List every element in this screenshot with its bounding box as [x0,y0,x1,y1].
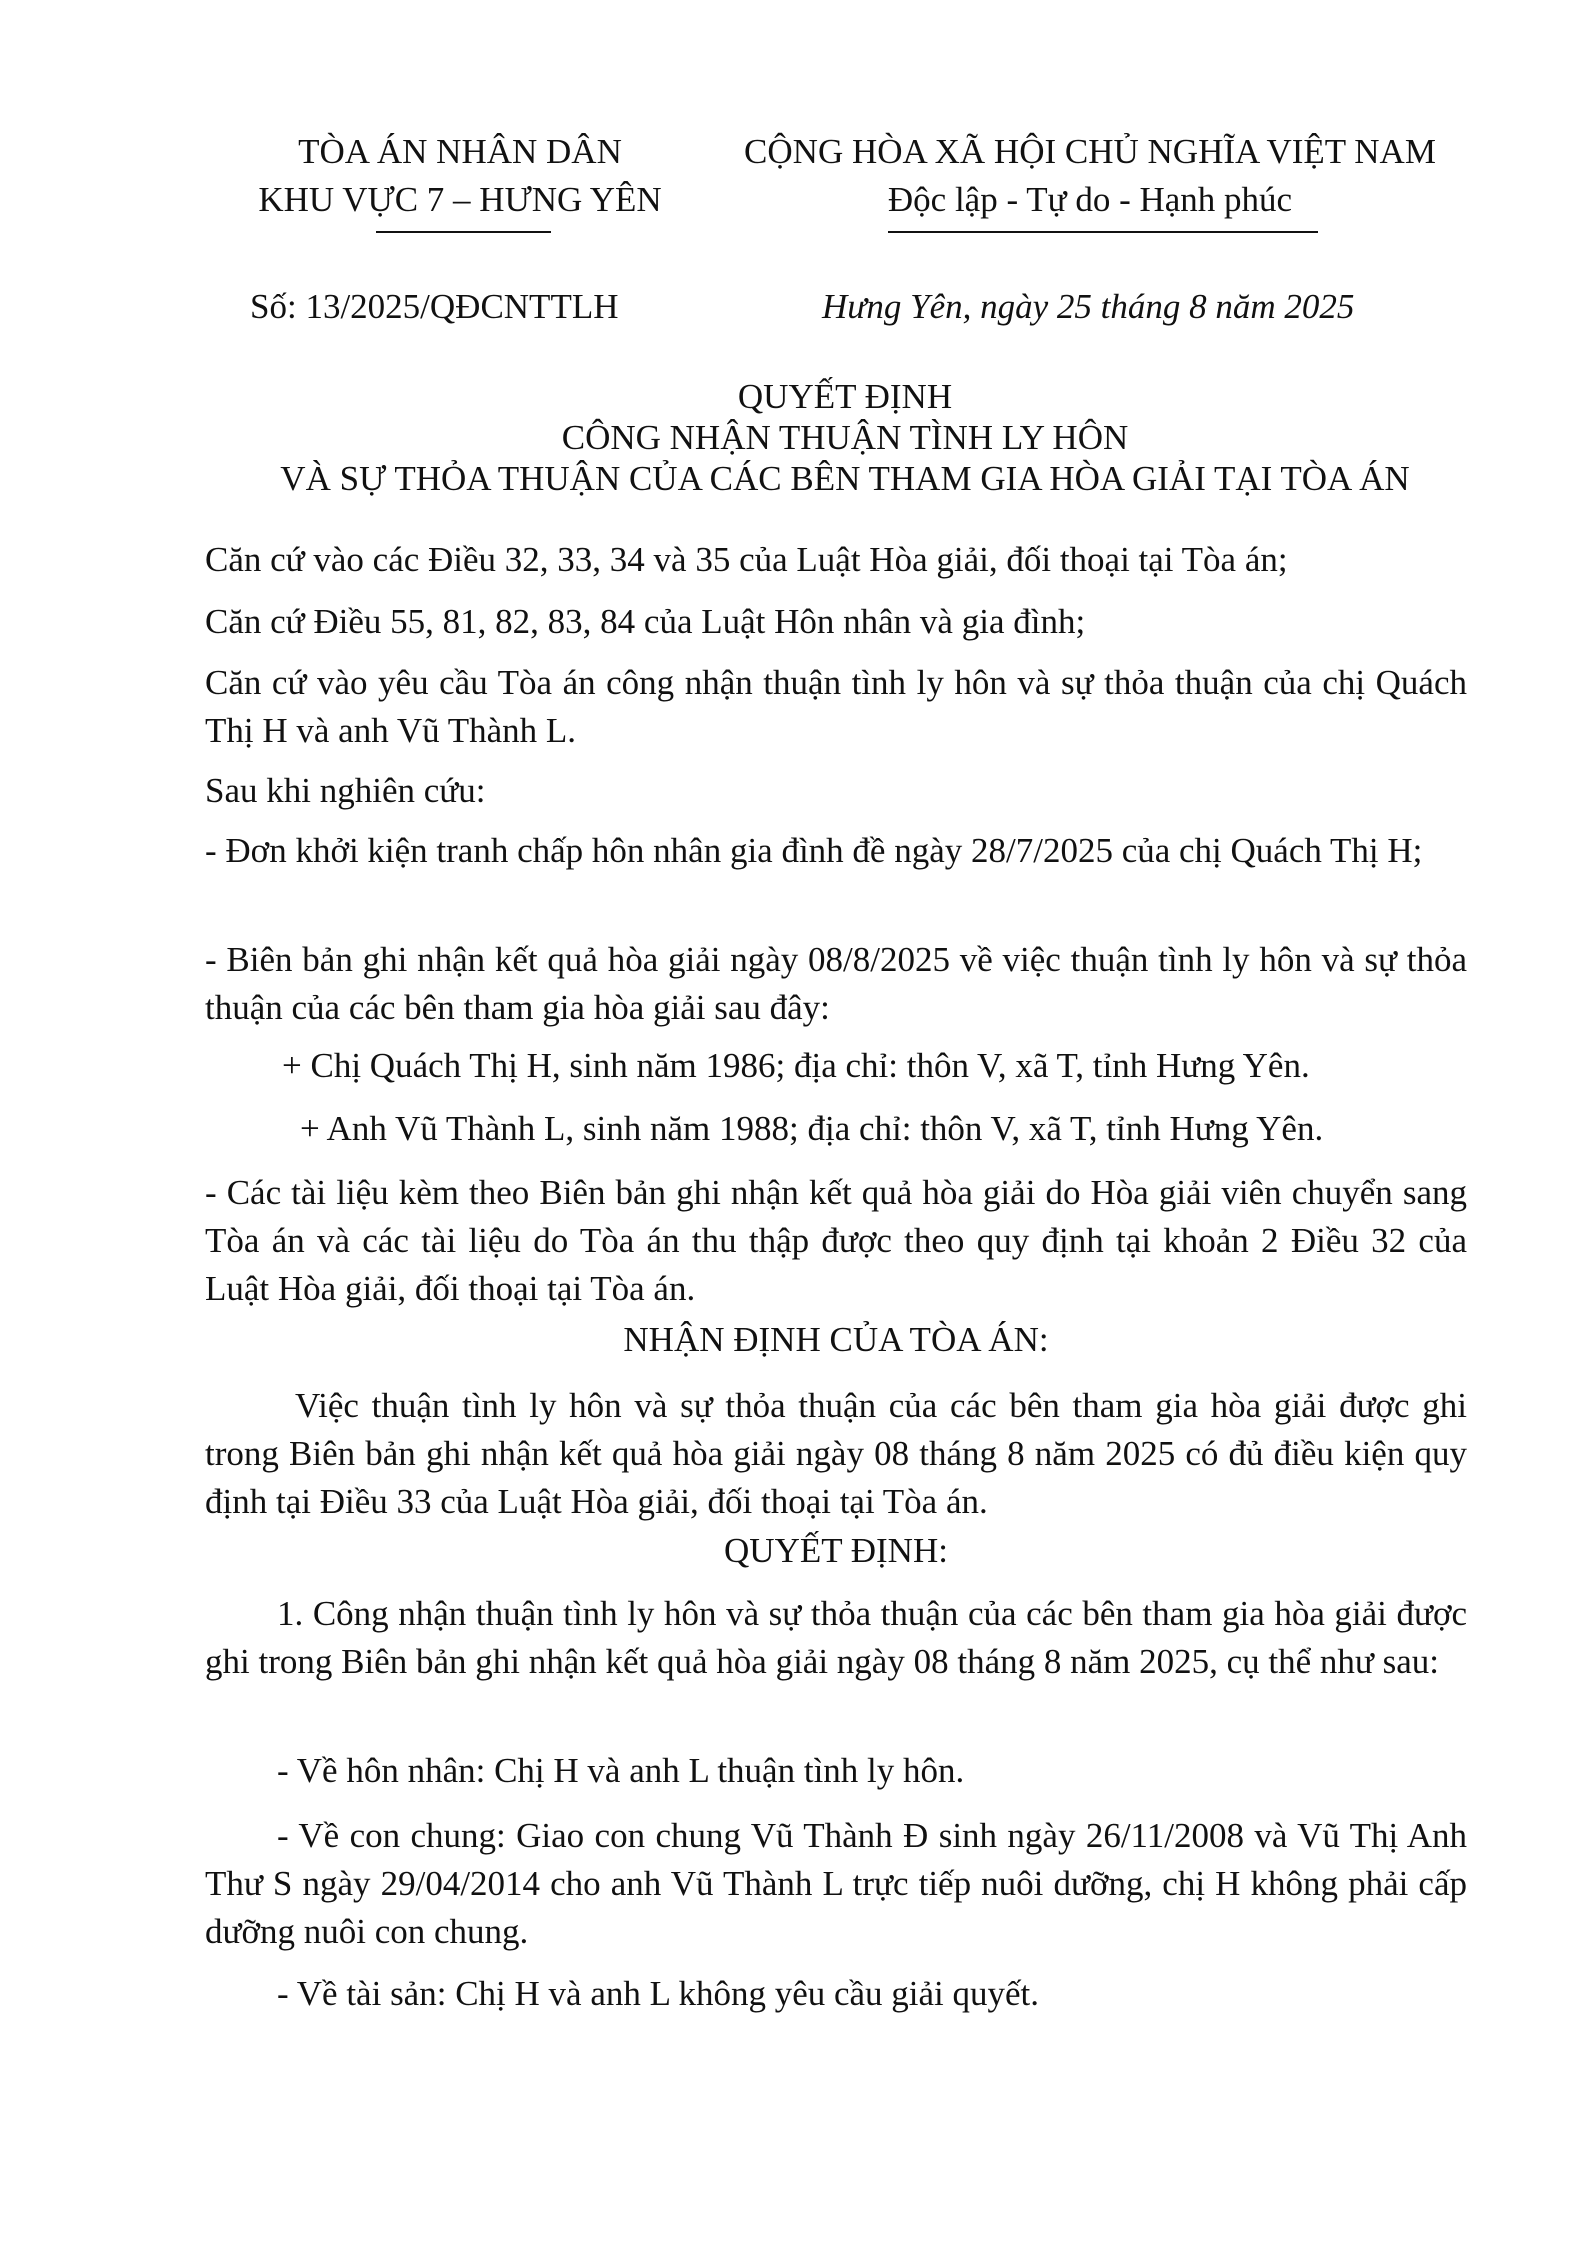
legal-basis-1: Căn cứ vào các Điều 32, 33, 34 và 35 của Luật Hòa giải, đối thoại tại Tòa án; [205,540,1288,579]
party-1: + Chị Quách Thị H, sinh năm 1986; địa chỉ: thôn V, xã T, tỉnh Hưng Yên. [282,1046,1310,1085]
document-item-3: - Các tài liệu kèm theo Biên bản ghi nhận kết quả hòa giải do Hòa giải viên chuyển sang Tòa án và các tài liệu do Tòa án thu thập được theo quy định tại khoản 2 Điều 32 của Luật Hòa giải, đối thoại tại Tòa án. [205,1173,1467,1308]
decision-subtitle-line2: VÀ SỰ THỎA THUẬN CỦA CÁC BÊN THAM GIA HÒA GIẢI TẠI TÒA ÁN [280,459,1410,498]
document-item-2: - Biên bản ghi nhận kết quả hòa giải ngày 08/8/2025 về việc thuận tình ly hôn và sự thỏa thuận của các bên tham gia hòa giải sau đây: [205,940,1467,1027]
decision-heading: QUYẾT ĐỊNH: [724,1531,948,1570]
court-underline [376,231,551,233]
court-name-line2: KHU VỰC 7 – HƯNG YÊN [258,180,662,219]
place-date: Hưng Yên, ngày 25 tháng 8 năm 2025 [822,287,1355,326]
national-motto: Độc lập - Tự do - Hạnh phúc [887,180,1293,219]
document-number: Số: 13/2025/QĐCNTTLH [250,287,619,326]
decision-title: QUYẾT ĐỊNH [737,377,953,416]
national-title: CỘNG HÒA XÃ HỘI CHỦ NGHĨA VIỆT NAM [744,132,1436,171]
party-2: + Anh Vũ Thành L, sinh năm 1988; địa chỉ: thôn V, xã T, tỉnh Hưng Yên. [300,1109,1324,1148]
decision-children: - Về con chung: Giao con chung Vũ Thành Đ sinh ngày 26/11/2008 và Vũ Thị Anh Thư S ngày 29/04/2014 cho anh Vũ Thành L trực tiếp nuôi dưỡng, chị H không phải cấp dưỡng nuôi con chung. [205,1816,1467,1951]
court-name-line1: TÒA ÁN NHÂN DÂN [298,132,622,171]
assessment-text: Việc thuận tình ly hôn và sự thỏa thuận của các bên tham gia hòa giải được ghi trong Biên bản ghi nhận kết quả hòa giải ngày 08 tháng 8 năm 2025 có đủ điều kiện quy định tại Điều 33 của Luật Hòa giải, đối thoại tại Tòa án. [205,1386,1467,1521]
document-item-1: - Đơn khởi kiện tranh chấp hôn nhân gia đình đề ngày 28/7/2025 của chị Quách Thị H; [205,831,1423,870]
legal-basis-2: Căn cứ Điều 55, 81, 82, 83, 84 của Luật Hôn nhân và gia đình; [205,602,1086,641]
decision-subtitle-line1: CÔNG NHẬN THUẬN TÌNH LY HÔN [561,418,1129,457]
decision-point-1: 1. Công nhận thuận tình ly hôn và sự thỏa thuận của các bên tham gia hòa giải được ghi trong Biên bản ghi nhận kết quả hòa giải ngày 08 tháng 8 năm 2025, cụ thể như sau: [205,1594,1467,1681]
motto-underline [888,231,1318,233]
decision-marriage: - Về hôn nhân: Chị H và anh L thuận tình ly hôn. [277,1751,965,1790]
decision-property: - Về tài sản: Chị H và anh L không yêu cầu giải quyết. [277,1974,1040,2013]
assessment-heading: NHẬN ĐỊNH CỦA TÒA ÁN: [623,1320,1049,1359]
legal-basis-3: Căn cứ vào yêu cầu Tòa án công nhận thuận tình ly hôn và sự thỏa thuận của chị Quách Thị H và anh Vũ Thành L. [205,663,1467,750]
after-study-label: Sau khi nghiên cứu: [205,771,486,810]
